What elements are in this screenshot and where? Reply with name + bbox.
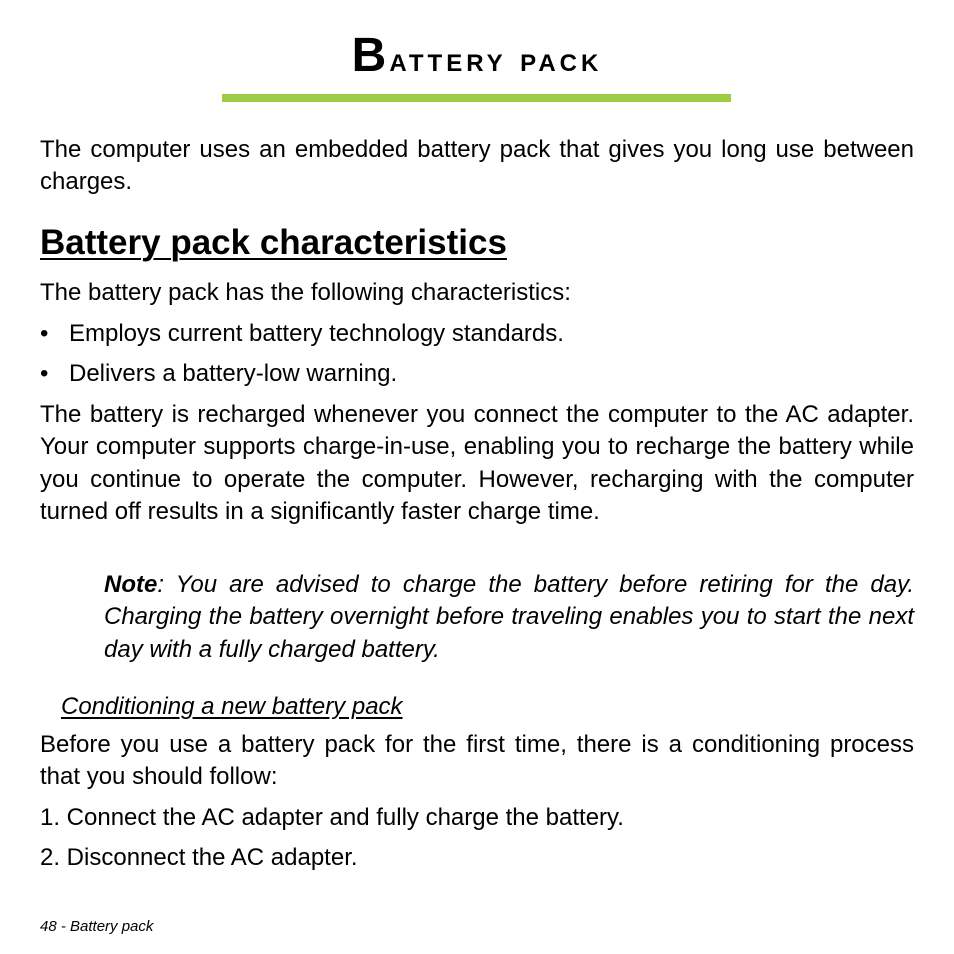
subsection-heading: Conditioning a new battery pack	[61, 693, 403, 720]
note-callout	[104, 569, 914, 666]
section-heading: Battery pack characteristics	[40, 223, 507, 262]
list-item	[40, 357, 914, 391]
note-text: : You are advised to charge the battery before retiring for the day. Charging the battery overnight before traveling enables you to start the next day with a fully charged battery.	[104, 571, 914, 663]
title-accent-rule	[222, 94, 731, 102]
conditioning-lead: Before you use a battery pack for the first time, there is a conditioning process that you should follow:	[40, 731, 914, 791]
numbered-step: 1. Connect the AC adapter and fully charge the battery.	[40, 804, 624, 831]
bullet-icon: •	[40, 360, 49, 387]
list-item-text: Employs current battery technology standards.	[69, 320, 564, 347]
intro-paragraph: The computer uses an embedded battery pack that gives you long use between charges.	[40, 136, 914, 196]
list-item	[40, 317, 914, 351]
page-title	[0, 28, 954, 88]
recharge-paragraph: The battery is recharged whenever you connect the computer to the AC adapter. Your computer supports charge-in-use, enabling you to recharge the battery while you continue to operate the computer. However, recharging with the computer turned off results in a significantly faster charge time.	[40, 401, 914, 526]
bullet-icon: •	[40, 320, 49, 347]
page-footer: 48 - Battery pack	[40, 918, 154, 935]
list-item-text: Delivers a battery-low warning.	[69, 360, 398, 387]
page-title-rest: attery pack	[389, 41, 603, 79]
characteristics-lead: The battery pack has the following characteristics:	[40, 279, 571, 306]
page-title-initial: B	[351, 29, 390, 82]
note-label: Note	[104, 571, 158, 598]
numbered-step: 2. Disconnect the AC adapter.	[40, 844, 358, 871]
